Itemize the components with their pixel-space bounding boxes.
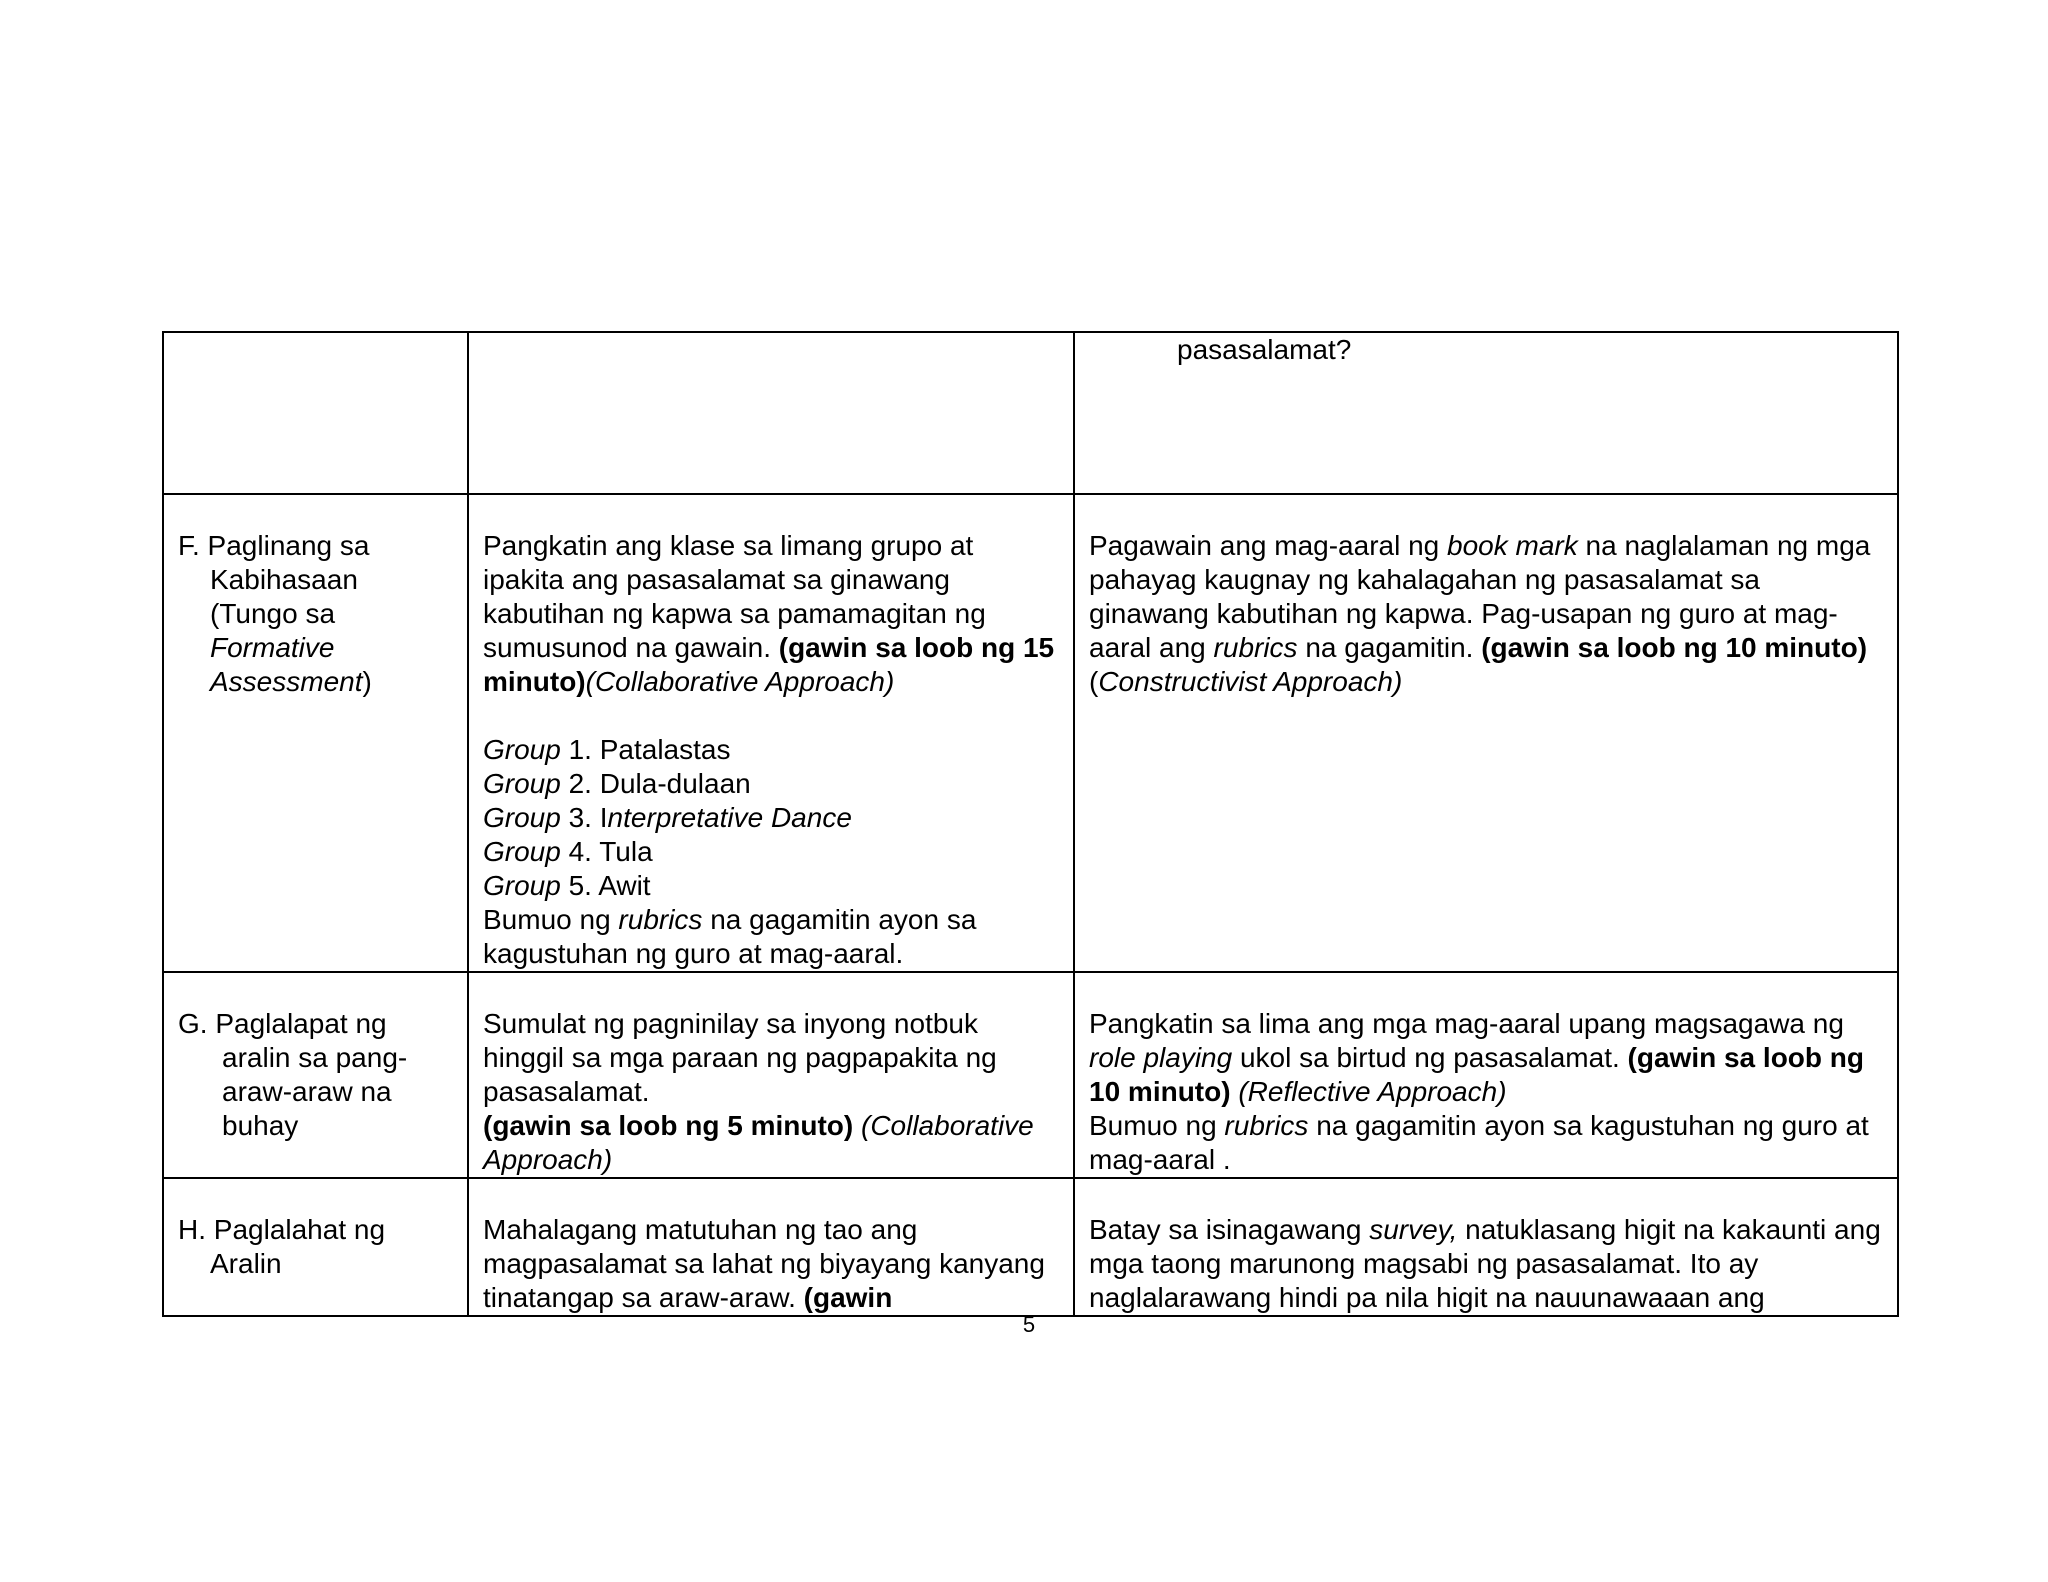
list-item: Group 2. Dula-dulaan	[483, 768, 751, 799]
time-note: (gawin sa loob ng 5 minuto) (Collaborative Approach)	[483, 1110, 1034, 1175]
rubric-note: Bumuo ng rubrics na gagamitin ayon sa kagustuhan ng guro at mag-aaral.	[483, 904, 977, 969]
rubric-note: Bumuo ng rubrics na gagamitin ayon sa kagustuhan ng guro at mag-aaral .	[1089, 1110, 1869, 1175]
table-cell-col3	[1074, 494, 1898, 972]
table-cell-col3	[1074, 1178, 1898, 1316]
lesson-plan-table	[162, 331, 1899, 1317]
table-cell-col3	[1074, 972, 1898, 1178]
table-cell-col2	[468, 494, 1074, 972]
table-row-f	[163, 494, 1898, 972]
activity-description: Sumulat ng pagninilay sa inyong notbuk hinggil sa mga paraan ng pagpapakita ng pasasalamat.	[483, 1008, 997, 1107]
list-item: Group 3. Interpretative Dance	[483, 802, 852, 833]
table-cell-label	[163, 494, 468, 972]
row-label-g: G. Paglalapat ng aralin sa pang- araw-araw na buhay	[178, 1008, 408, 1141]
table-cell-col2	[468, 972, 1074, 1178]
table-row	[163, 332, 1898, 494]
activity-description: Pangkatin ang klase sa limang grupo at ipakita ang pasasalamat sa ginawang kabutihan ng kapwa sa pamamagitan ng sumusunod na gawain. (gawin sa loob ng 15 minuto)(Collaborative Approach)	[483, 530, 1055, 697]
activity-description: Mahalagang matutuhan ng tao ang magpasalamat sa lahat ng biyayang kanyang tinatangap sa araw-araw. (gawin	[483, 1214, 1045, 1313]
table-row-h	[163, 1178, 1898, 1316]
list-item: Group 4. Tula	[483, 836, 653, 867]
table-cell-label	[163, 972, 468, 1178]
continued-text: pasasalamat?	[1177, 334, 1352, 365]
table-cell-col3	[1074, 332, 1898, 494]
list-item: Group 1. Patalastas	[483, 734, 731, 765]
list-item: Group 5. Awit	[483, 870, 651, 901]
table-row-g	[163, 972, 1898, 1178]
activity-description: Batay sa isinagawang survey, natuklasang higit na kakaunti ang mga taong marunong magsabi ng pasasalamat. Ito ay naglalarawang hindi pa nila higit na nauunawaaan ang	[1089, 1214, 1881, 1313]
table-cell-label	[163, 332, 468, 494]
table-cell-col2	[468, 1178, 1074, 1316]
row-label-f: F. Paglinang sa Kabihasaan (Tungo sa Formative Assessment)	[178, 530, 372, 697]
row-label-h: H. Paglalahat ng Aralin	[178, 1214, 386, 1279]
activity-description: Pangkatin sa lima ang mga mag-aaral upang magsagawa ng role playing ukol sa birtud ng pasasalamat. (gawin sa loob ng 10 minuto) (Reflective Approach)	[1089, 1008, 1864, 1107]
page-number: 5	[1022, 1312, 1036, 1337]
table-cell-label	[163, 1178, 468, 1316]
table-cell-col2	[468, 332, 1074, 494]
activity-description: Pagawain ang mag-aaral ng book mark na naglalaman ng mga pahayag kaugnay ng kahalagahan ng pasasalamat sa ginawang kabutihan ng kapwa. Pag-usapan ng guro at mag-aaral ang rubrics na gagamitin. (gawin sa loob ng 10 minuto)(Constructivist Approach)	[1089, 530, 1871, 697]
